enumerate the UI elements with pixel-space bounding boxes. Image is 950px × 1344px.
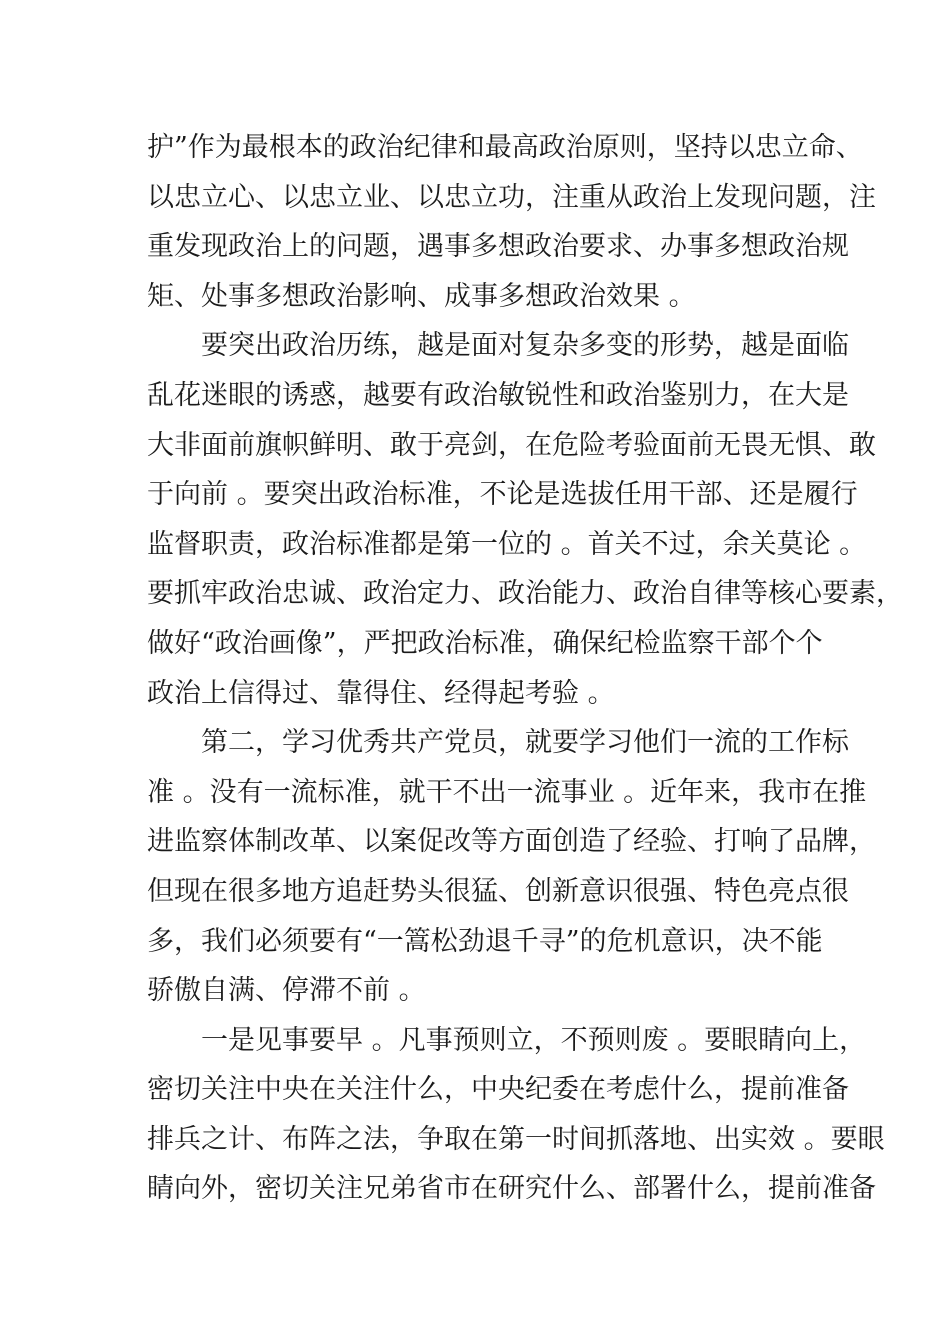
text-line: 护”作为最根本的政治纪律和最高政治原则，坚持以忠立命、: [147, 132, 863, 163]
text-line: 密切关注中央在关注什么，中央纪委在考虑什么，提前准备: [147, 1074, 849, 1106]
text-line: 骄傲自满、停滞不前 。: [147, 975, 426, 1007]
text-line: 大非面前旗帜鲜明、敢于亮剑，在危险考验面前无畏无惧、敢: [147, 429, 876, 461]
body-text: [147, 123, 903, 1214]
paragraph-first-line: 一是见事要早 。凡事预则立，不预则废 。要眼睛向上，: [201, 1024, 867, 1056]
text-line: 但现在很多地方追赶势头很猛、创新意识很强、特色亮点很: [147, 875, 849, 907]
paragraph-first-line: 第二，学习优秀共产党员，就要学习他们一流的工作标: [201, 727, 849, 759]
text-line: 准 。没有一流标准，就干不出一流事业 。近年来，我市在推: [147, 776, 867, 808]
text-line: 进监察体制改革、以案促改等方面创造了经验、打响了品牌，: [147, 826, 876, 858]
text-line: 做好“政治画像”，严把政治标准，确保纪检监察干部个个: [147, 627, 823, 659]
text-line: 多，我们必须要有“一篙松劲退千寻”的危机意识，决不能: [147, 925, 823, 957]
text-line: 重发现政治上的问题，遇事多想政治要求、办事多想政治规: [147, 231, 849, 263]
paragraph-first-line: 要突出政治历练，越是面对复杂多变的形势，越是面临: [201, 330, 849, 362]
text-line: 睛向外，密切关注兄弟省市在研究什么、部署什么，提前准备: [147, 1173, 876, 1205]
text-line: 乱花迷眼的诱惑，越要有政治敏锐性和政治鉴别力，在大是: [147, 379, 849, 411]
text-line: 于向前 。要突出政治标准，不论是选拔任用干部、还是履行: [147, 479, 858, 511]
text-line: 排兵之计、布阵之法，争取在第一时间抓落地、出实效 。要眼: [147, 1123, 885, 1155]
text-line: 以忠立心、以忠立业、以忠立功，注重从政治上发现问题，注: [147, 181, 876, 213]
text-line: 监督职责，政治标准都是第一位的 。首关不过，余关莫论 。: [147, 528, 867, 560]
text-line: 政治上信得过、靠得住、经得起考验 。: [147, 677, 615, 709]
text-line: 矩、处事多想政治影响、成事多想政治效果 。: [147, 280, 696, 312]
text-line: 要抓牢政治忠诚、政治定力、政治能力、政治自律等核心要素，: [147, 578, 903, 610]
